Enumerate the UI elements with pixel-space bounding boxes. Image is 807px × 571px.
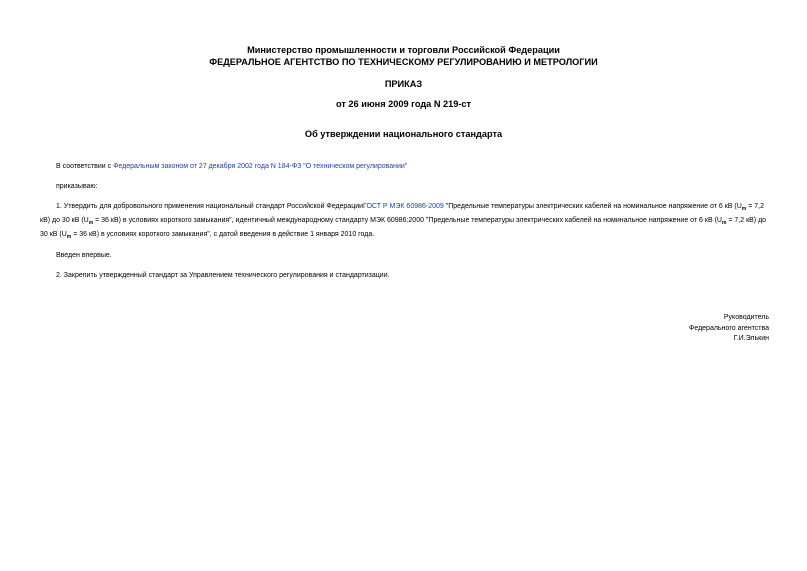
subscript-m: m [66, 234, 72, 240]
item-2-paragraph: 2. Закрепить утвержденный стандарт за Управлением технического регулирования и стандартизации. [56, 272, 390, 279]
item-1-text-2: "Предельные температуры электрических кабелей на номинальное напряжение от 6 кВ (U [443, 203, 742, 210]
subscript-m: m [721, 220, 727, 226]
document-type: ПРИКАЗ [384, 79, 423, 89]
subscript-m: m [88, 220, 94, 226]
signature-block [689, 313, 769, 345]
item-1-text-5: = 7,2 кВ) до 30 кВ (U [40, 217, 767, 238]
document-subject: Об утверждении национального стандарта [304, 129, 503, 139]
agency-title: ФЕДЕРАЛЬНОЕ АГЕНТСТВО ПО ТЕХНИЧЕСКОМУ РЕГУЛИРОВАНИЮ И МЕТРОЛОГИИ [209, 56, 598, 67]
signature-name: Г.И.Элькин [733, 335, 769, 342]
prikazyvayu-paragraph: приказываю: [56, 183, 98, 190]
gost-link[interactable]: ГОСТ Р МЭК 60986-2009 [363, 203, 444, 210]
item-1-paragraph [40, 200, 770, 242]
subscript-m: m [741, 206, 747, 212]
signature-position: Руководитель [723, 314, 769, 321]
item-1-text-1: 1. Утвердить для добровольного применения национальный стандарт Российской Федерации [56, 203, 364, 210]
document-date-number: от 26 июня 2009 года N 219-ст [335, 99, 472, 109]
item-1-text-4: = 36 кВ) в условиях короткого замыкания", идентичный международному стандарту МЭК 60986:2000 "Предельные температуры электрических кабелей на номинальное напряжение от 6 кВ (U [93, 217, 722, 224]
vveden-paragraph: Введен впервые. [56, 252, 112, 259]
federal-law-link[interactable]: Федеральным законом от 27 декабря 2002 года N 184-ФЗ "О техническом регулировании" [113, 163, 408, 170]
signature-organization: Федерального агентства [689, 324, 769, 332]
ministry-title: Министерство промышленности и торговли Российской Федерации [247, 45, 560, 55]
item-1-text-3: = 7,2 кВ) до 30 кВ (U [40, 203, 764, 224]
item-1-text-6: = 36 кВ) в условиях короткого замыкания", с датой введения в действие 1 января 2010 года. [71, 231, 375, 238]
basis-prefix: В соответствии с [56, 163, 114, 170]
basis-paragraph [56, 160, 407, 174]
